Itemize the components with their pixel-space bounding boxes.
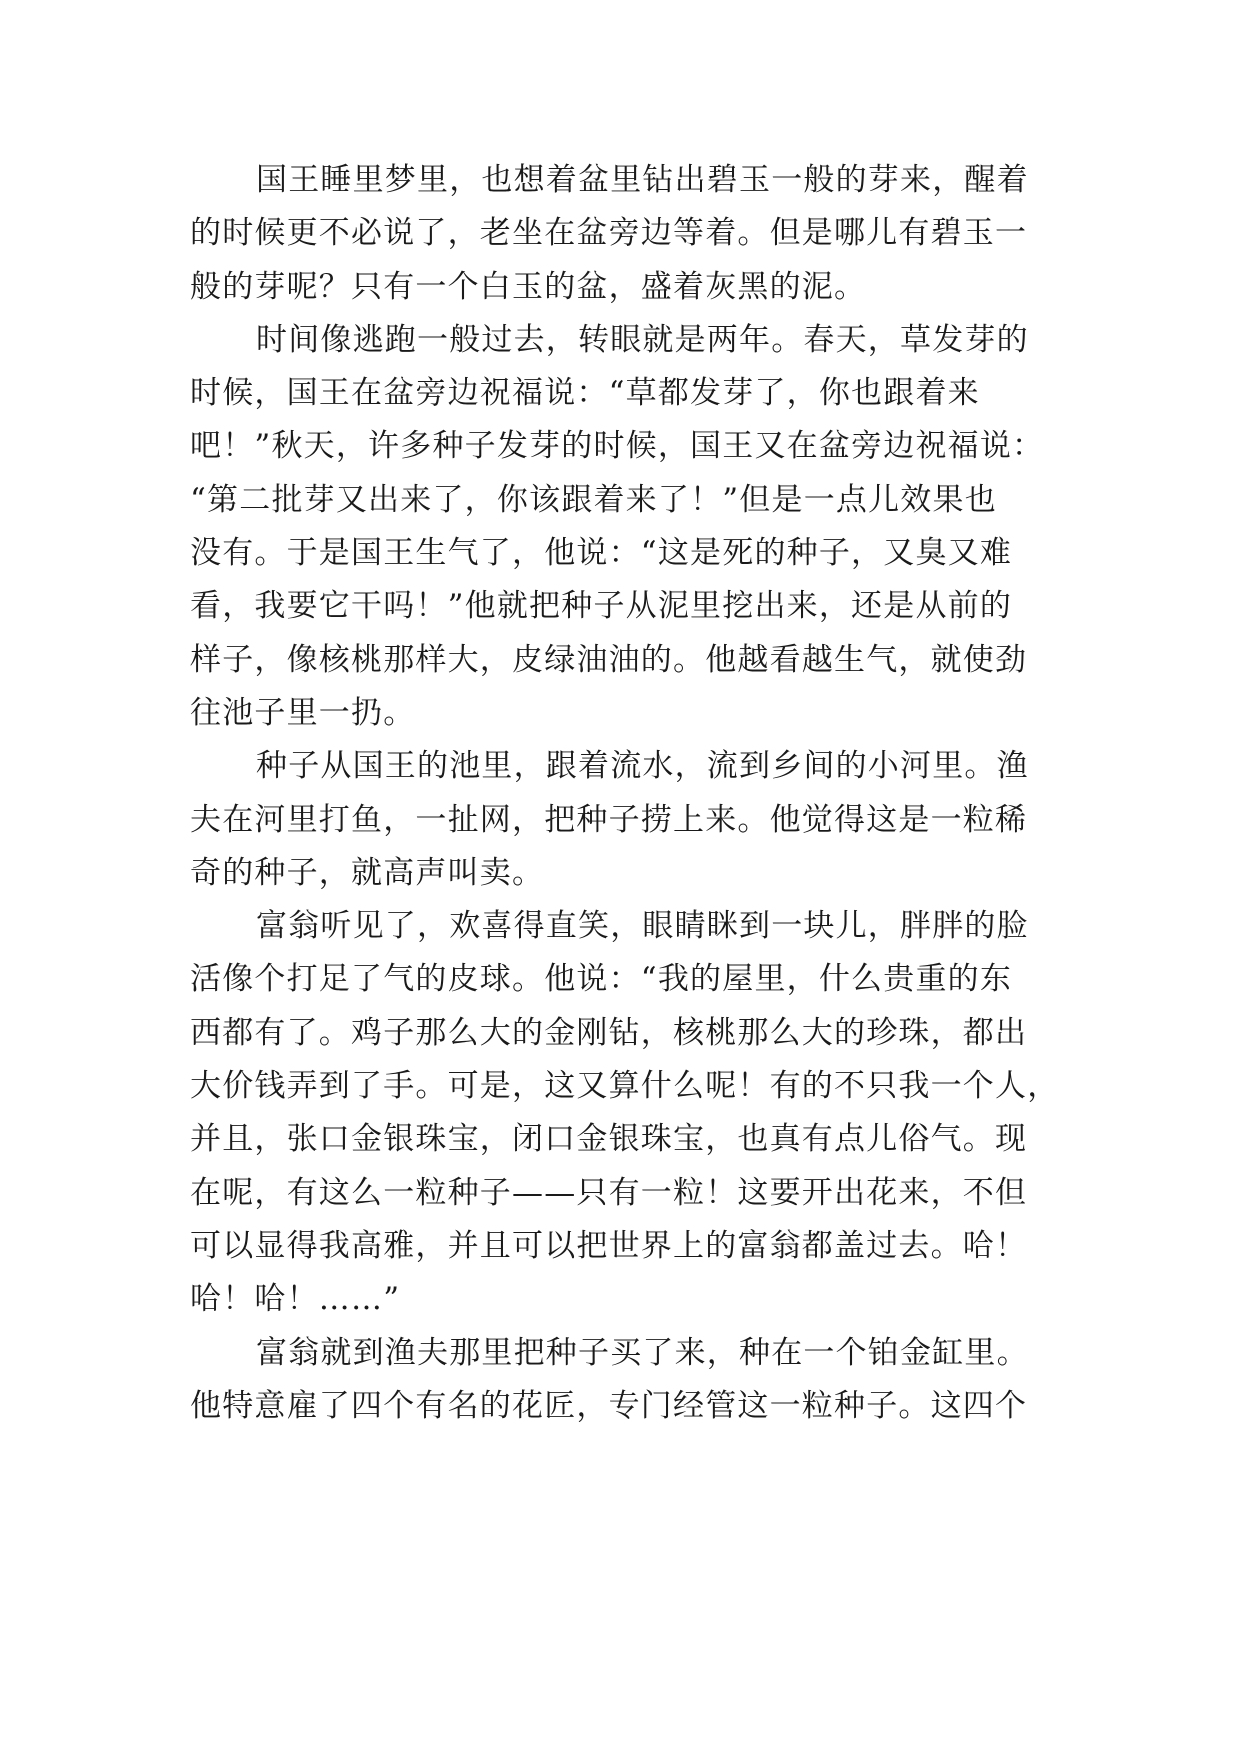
- text-line: 看，我要它干吗！”他就把种子从泥里挖出来，还是从前的: [190, 588, 1013, 625]
- paragraph-first-line: 时间像逃跑一般过去，转眼就是两年。春天，草发芽的: [256, 321, 1029, 358]
- story-text: [190, 154, 1070, 1433]
- text-line: 没有。于是国王生气了，他说：“这是死的种子，又臭又难: [190, 535, 1013, 572]
- text-line: 可以显得我高雅，并且可以把世界上的富翁都盖过去。哈！: [190, 1227, 1028, 1264]
- text-line: 活像个打足了气的皮球。他说：“我的屋里，什么贵重的东: [190, 961, 1013, 998]
- text-line: 样子，像核桃那样大，皮绿油油的。他越看越生气，就使劲: [190, 641, 1028, 678]
- paragraph-first-line: 富翁就到渔夫那里把种子买了来，种在一个铂金缸里。: [256, 1334, 1029, 1371]
- paragraph-first-line: 国王睡里梦里，也想着盆里钻出碧玉一般的芽来，醒着: [256, 162, 1029, 198]
- text-line: 往池子里一扔。: [190, 694, 416, 731]
- text-line: 吧！”秋天，许多种子发芽的时候，国王又在盆旁边祝福说：: [190, 428, 1045, 465]
- paragraph-first-line: 富翁听见了，欢喜得直笑，眼睛眯到一块儿，胖胖的脸: [256, 908, 1029, 945]
- text-line: 奇的种子，就高声叫卖。: [190, 854, 545, 891]
- paragraph-first-line: 种子从国王的池里，跟着流水，流到乡间的小河里。渔: [256, 748, 1029, 785]
- text-line: 的时候更不必说了，老坐在盆旁边等着。但是哪儿有碧玉一: [190, 215, 1028, 252]
- text-line: 般的芽呢？只有一个白玉的盆，盛着灰黑的泥。: [190, 268, 867, 305]
- text-line: 他特意雇了四个有名的花匠，专门经管这一粒种子。这四个: [190, 1387, 1028, 1424]
- text-line: 在呢，有这么一粒种子——只有一粒！这要开出花来，不但: [190, 1174, 1028, 1211]
- text-line: 夫在河里打鱼，一扯网，把种子捞上来。他觉得这是一粒稀: [190, 801, 1028, 838]
- text-line: 时候，国王在盆旁边祝福说：“草都发芽了，你也跟着来: [190, 375, 980, 412]
- text-line: “第二批芽又出来了，你该跟着来了！”但是一点儿效果也: [190, 481, 997, 518]
- text-line: 并且，张口金银珠宝，闭口金银珠宝，也真有点儿俗气。现: [190, 1121, 1028, 1158]
- text-line: 西都有了。鸡子那么大的金刚钻，核桃那么大的珍珠，都出: [190, 1014, 1028, 1051]
- text-line: 哈！哈！……”: [190, 1281, 401, 1318]
- text-line: 大价钱弄到了手。可是，这又算什么呢！有的不只我一个人，: [190, 1068, 1060, 1105]
